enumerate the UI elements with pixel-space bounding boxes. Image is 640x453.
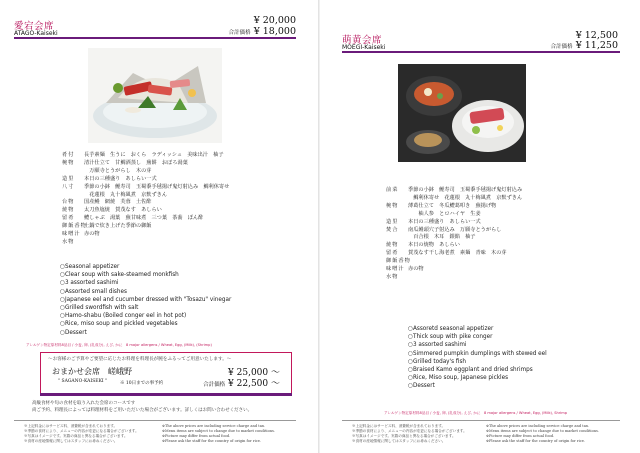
footnote-en-text: ※Picture may differ from actual food.: [162, 434, 231, 438]
course-content: 清汁仕立て 甘鯛酒蒸し 蕪餅 おぼろ湯葉: [84, 159, 188, 166]
course-row: [386, 219, 626, 227]
english-course-item: [408, 333, 547, 341]
course-heading: 前菜: [386, 187, 399, 193]
atago-footnotes-en: [162, 424, 275, 444]
english-course-item: [408, 382, 547, 390]
sagano-price-total: [203, 376, 280, 389]
footnote-jp-text: ※季節の食材により、メニューの内容が変更になる場合がございます。: [24, 429, 139, 433]
course-content: [84, 239, 302, 247]
english-course-item: [60, 296, 231, 304]
moegi-allergy-note: アレルゲン特定原材料8品目 / 小麦, 卵, (乳成分), えび, かに 8 major allergens / Wheat, Egg, (Milk), Shrimp: [384, 411, 568, 415]
course-content: 季節の小鉢 鯉寿司 玉蜀黍手毬揚げ鬼灯射込み: [408, 187, 523, 193]
sagano-price-total-label: 合計価格: [203, 382, 226, 388]
course-row: [62, 223, 302, 231]
moegi-subtitle: MOEGI-Kaiseki: [342, 44, 386, 51]
sagano-price: ¥ 25,000 〜: [228, 368, 280, 378]
sagano-description-2: 尚ご予約、料理長によっては料理材料をご用いただいた場合がございます。詳しくはお問い合わせください。: [32, 408, 253, 413]
course-heading: 御飯香物: [386, 258, 411, 265]
course-content: 本日の三種盛り あしらい一式: [84, 175, 157, 182]
english-course-item-text: Dessert: [412, 383, 435, 390]
english-course-item-text: Rice, Miso soup, Japanese pickles: [412, 375, 509, 382]
footnote-en-text: ※Picture may differ from actual food.: [486, 434, 555, 438]
course-content: 本日の焼物 あしらい: [408, 242, 460, 249]
course-row: [386, 250, 626, 258]
course-heading: 御飯香物: [62, 223, 87, 230]
course-content: 賀茂なす干し海老煮 素麺 青味 木の芽: [408, 250, 507, 257]
english-course-item-text: Hamo-shabu (Boiled conger eel in hot pot): [64, 313, 187, 320]
course-content: 南瓜饅頭穴子射込み 万願寺とうがらし: [408, 226, 502, 233]
footnote-en-text: ※Menu items are subject to change due to market conditions.: [162, 429, 276, 433]
english-course-item-text: Seasonal appetizer: [64, 264, 120, 270]
atago-english-course-list: [60, 263, 231, 337]
moegi-footnotes-en: [486, 424, 599, 444]
footnote-jp: [352, 439, 467, 444]
sagano-subtitle: " SAGANO-KAISEKI ": [58, 379, 108, 384]
course-row: [62, 168, 302, 176]
atago-dish-photo: [88, 48, 222, 143]
course-heading: [62, 168, 84, 176]
moegi-japanese-course-list: [386, 187, 626, 282]
english-course-item-text: Braised Kamo eggplant and dried shrimps: [412, 367, 533, 374]
course-row: [62, 239, 302, 247]
course-row: [386, 274, 626, 282]
course-heading: 焼物: [386, 242, 399, 249]
course-content: 柚人参 とロハイヤ 生姜: [408, 210, 481, 217]
bullet-icon: ○: [408, 358, 413, 365]
english-course-item-text: Japanese eel and cucumber dressed with "Tosazu" vinegar: [64, 296, 232, 303]
bullet-icon: ○: [408, 350, 413, 357]
sagano-price-total-value: ¥ 22,500 〜: [228, 379, 280, 389]
course-row: [386, 211, 626, 219]
course-row: [62, 152, 302, 160]
footnote-jp-text: ※上記料金にはサービス料、消費税が含まれております。: [352, 424, 446, 428]
course-content: 万願寺とうがらし 木の芽: [84, 167, 152, 174]
bullet-icon: ○: [408, 383, 413, 390]
course-content: 赤の物: [84, 231, 100, 238]
english-course-item: [60, 320, 231, 328]
footnote-en-text: ※The above prices are including service charge and tax.: [486, 424, 590, 428]
sagano-note-top: 〜お客様のご予算やご要望に応じたお料理を料理長が腕をふるってご用意いたします。〜: [48, 357, 232, 362]
course-row: [386, 258, 626, 266]
english-course-item: [60, 279, 231, 287]
footnote-en-text: ※The above prices are including service charge and tax.: [162, 424, 266, 428]
course-heading: 留肴: [62, 215, 75, 222]
course-row: [386, 187, 626, 195]
english-course-item: [60, 312, 231, 320]
bullet-icon: ○: [60, 280, 65, 287]
course-row: [62, 184, 302, 192]
course-content: 鯛利休寄せ 花蓮根 丸十梅風煮 京麩ずきん: [408, 194, 523, 201]
bullet-icon: ○: [60, 288, 65, 295]
atago-price: ¥ 20,000: [253, 15, 296, 26]
course-content: 薄葛仕立て 冬瓜鱧葛叩き 蕪揚げ物: [408, 202, 497, 209]
sagano-bottom-rule: [40, 393, 292, 396]
english-course-item-text: Grilled today's fish: [412, 358, 467, 365]
course-row: [62, 215, 302, 223]
atago-title-rule: [14, 37, 296, 39]
course-heading: 水物: [386, 273, 399, 280]
atago-japanese-course-list: [62, 152, 302, 247]
course-content: 太刀魚塩焼 賀茂なす あしらい: [84, 207, 162, 214]
course-heading: 椀物: [62, 159, 75, 166]
course-heading: 台物: [62, 199, 75, 206]
atago-title: 愛宕会席: [14, 21, 55, 32]
moegi-price-total: [551, 40, 618, 51]
english-course-item-text: Clear soup with sake-steamed monkfish: [64, 272, 179, 279]
course-content: 国産鰻 網焼 芙蓉 土佐酢: [84, 199, 152, 206]
bullet-icon: ○: [60, 296, 65, 303]
moegi-title: 萌黄会席: [342, 35, 383, 46]
footnote-jp-text: ※食材の産地情報に関してはスタッフにお尋ねください。: [352, 439, 446, 443]
course-heading: 八寸: [62, 183, 75, 190]
english-course-item-text: Simmered pumpkin dumplings with stewed eel: [412, 350, 547, 357]
english-course-item: [408, 341, 547, 349]
moegi-title-rule: [342, 51, 620, 53]
english-course-item: [408, 325, 547, 333]
footnote-jp: [24, 439, 139, 444]
course-heading: 味噌汁: [386, 266, 405, 273]
atago-footnotes-jp: [24, 424, 139, 444]
english-course-item: [60, 288, 231, 296]
course-content: 赤の物: [408, 266, 424, 273]
bullet-icon: ○: [60, 313, 65, 320]
footnote-en-text: ※Menu items are subject to change due to market conditions.: [486, 429, 600, 433]
course-row: [386, 195, 626, 203]
footnote-jp-text: ※食材の産地情報に関してはスタッフにお尋ねください。: [24, 439, 118, 443]
footnote-en: [162, 439, 275, 444]
moegi-footnotes-jp: [352, 424, 467, 444]
course-content: 土鍋で炊き上げた季節の御飯: [84, 223, 152, 230]
bullet-icon: ○: [408, 367, 413, 374]
english-course-item: [408, 366, 547, 374]
atago-subtitle: ATAGO-Kaiseki: [14, 30, 58, 37]
english-course-item: [60, 329, 231, 337]
english-course-item-text: Thick soup with pike conger: [412, 334, 493, 341]
bullet-icon: ○: [60, 329, 65, 336]
moegi-dish-photo: [398, 64, 526, 162]
english-course-item: [408, 350, 547, 358]
bullet-icon: ○: [408, 342, 413, 349]
course-heading: 椀物: [386, 202, 399, 209]
english-course-item-text: Dessert: [64, 329, 87, 336]
course-row: [62, 176, 302, 184]
course-content: 花蓮根 丸十梅風煮 京麩ずきん: [84, 191, 168, 198]
atago-price-total-value: ¥ 18,000: [253, 26, 296, 37]
course-content: 鱧しゃぶ 湯葉 蕪甘味煮 三つ葉 茶蕎 ぽん酢: [84, 215, 204, 222]
bullet-icon: ○: [60, 305, 65, 312]
english-course-item: [60, 271, 231, 279]
sagano-note-small: ※ 10日までの事予約: [120, 381, 164, 386]
english-course-item-text: 3 assorted sashimi: [412, 342, 467, 349]
footnote-en: [486, 439, 599, 444]
course-heading: 味噌汁: [62, 231, 81, 238]
footnote-jp-text: ※写真はイメージです。実際の商品と異なる場合がございます。: [352, 434, 456, 438]
footnote-jp-text: ※上記料金にはサービス料、消費税が含まれております。: [24, 424, 118, 428]
sagano-title: おまかせ会席 嵯峨野: [52, 367, 132, 376]
english-course-item: [408, 358, 547, 366]
bullet-icon: ○: [60, 264, 65, 270]
course-content: 百合根 木耳 銀餡 柚子: [408, 234, 476, 241]
course-content: [408, 274, 626, 282]
course-row: [386, 266, 626, 274]
course-heading: 焚合: [386, 226, 399, 233]
moegi-price: ¥ 12,500: [575, 30, 618, 41]
atago-price-total: [229, 26, 296, 37]
moegi-english-course-list: [408, 325, 547, 391]
course-content: [408, 258, 626, 266]
footnote-en-text: ※Please ask the staff for the country of origin for rice.: [162, 439, 262, 443]
bullet-icon: ○: [408, 326, 413, 332]
english-course-item: [408, 374, 547, 382]
course-row: [62, 231, 302, 239]
moegi-price-total-label: 合計価格: [550, 44, 573, 50]
course-content: 本日の三種盛り あしらい一式: [408, 218, 481, 225]
moegi-price-total-value: ¥ 11,250: [575, 40, 618, 51]
course-content: 長芋素麺 生うに おくら ラディッシュ 美味出汁 柚子: [84, 152, 224, 158]
course-content: 季節の小鉢 鯉寿司 玉蜀黍手毬揚げ鬼灯射込み 鯛利休寄せ: [84, 183, 230, 190]
atago-price-total-label: 合計価格: [228, 30, 251, 36]
english-course-item-text: 3 assorted sashimi: [64, 280, 119, 287]
course-row: [62, 160, 302, 168]
course-heading: 造里: [386, 218, 399, 225]
bullet-icon: ○: [408, 334, 413, 341]
bullet-icon: ○: [60, 272, 65, 279]
course-heading: 水物: [62, 238, 75, 245]
bullet-icon: ○: [408, 375, 413, 382]
sagano-description-1: 高級食材や旬の食材を取り入れた会席のコースです: [32, 401, 136, 406]
english-course-item-text: Grilled swordfish with salt: [64, 305, 139, 312]
course-heading: [386, 195, 408, 203]
bullet-icon: ○: [60, 321, 65, 328]
course-heading: 留肴: [386, 250, 399, 257]
moegi-footnote-divider: [342, 420, 620, 421]
english-course-item: [60, 263, 231, 271]
course-heading: 肴付: [62, 152, 75, 158]
english-course-item: [60, 304, 231, 312]
english-course-item-text: Assoretd seasonal appetizer: [412, 326, 494, 332]
course-heading: [386, 211, 408, 219]
right-page-moegi: [320, 0, 640, 453]
footnote-jp-text: ※写真はイメージです。実際の商品と異なる場合がございます。: [24, 434, 128, 438]
english-course-item-text: Assorted small dishes: [64, 288, 127, 295]
course-row: [386, 203, 626, 211]
atago-footnote-divider: [14, 420, 296, 421]
footnote-en-text: ※Please ask the staff for the country of origin for rice.: [486, 439, 586, 443]
course-heading: 焼物: [62, 207, 75, 214]
footnote-jp-text: ※季節の食材により、メニューの内容が変更になる場合がございます。: [352, 429, 467, 433]
atago-allergy-note: アレルゲン特定原材料8品目 / 小麦, 卵, (乳成分), えび, かに 8 major allergens / Wheat, Egg, (Milk), (Shrimp): [26, 343, 212, 347]
course-heading: 造里: [62, 175, 75, 182]
english-course-item-text: Rice, miso soup and pickled vegetables: [64, 321, 178, 328]
